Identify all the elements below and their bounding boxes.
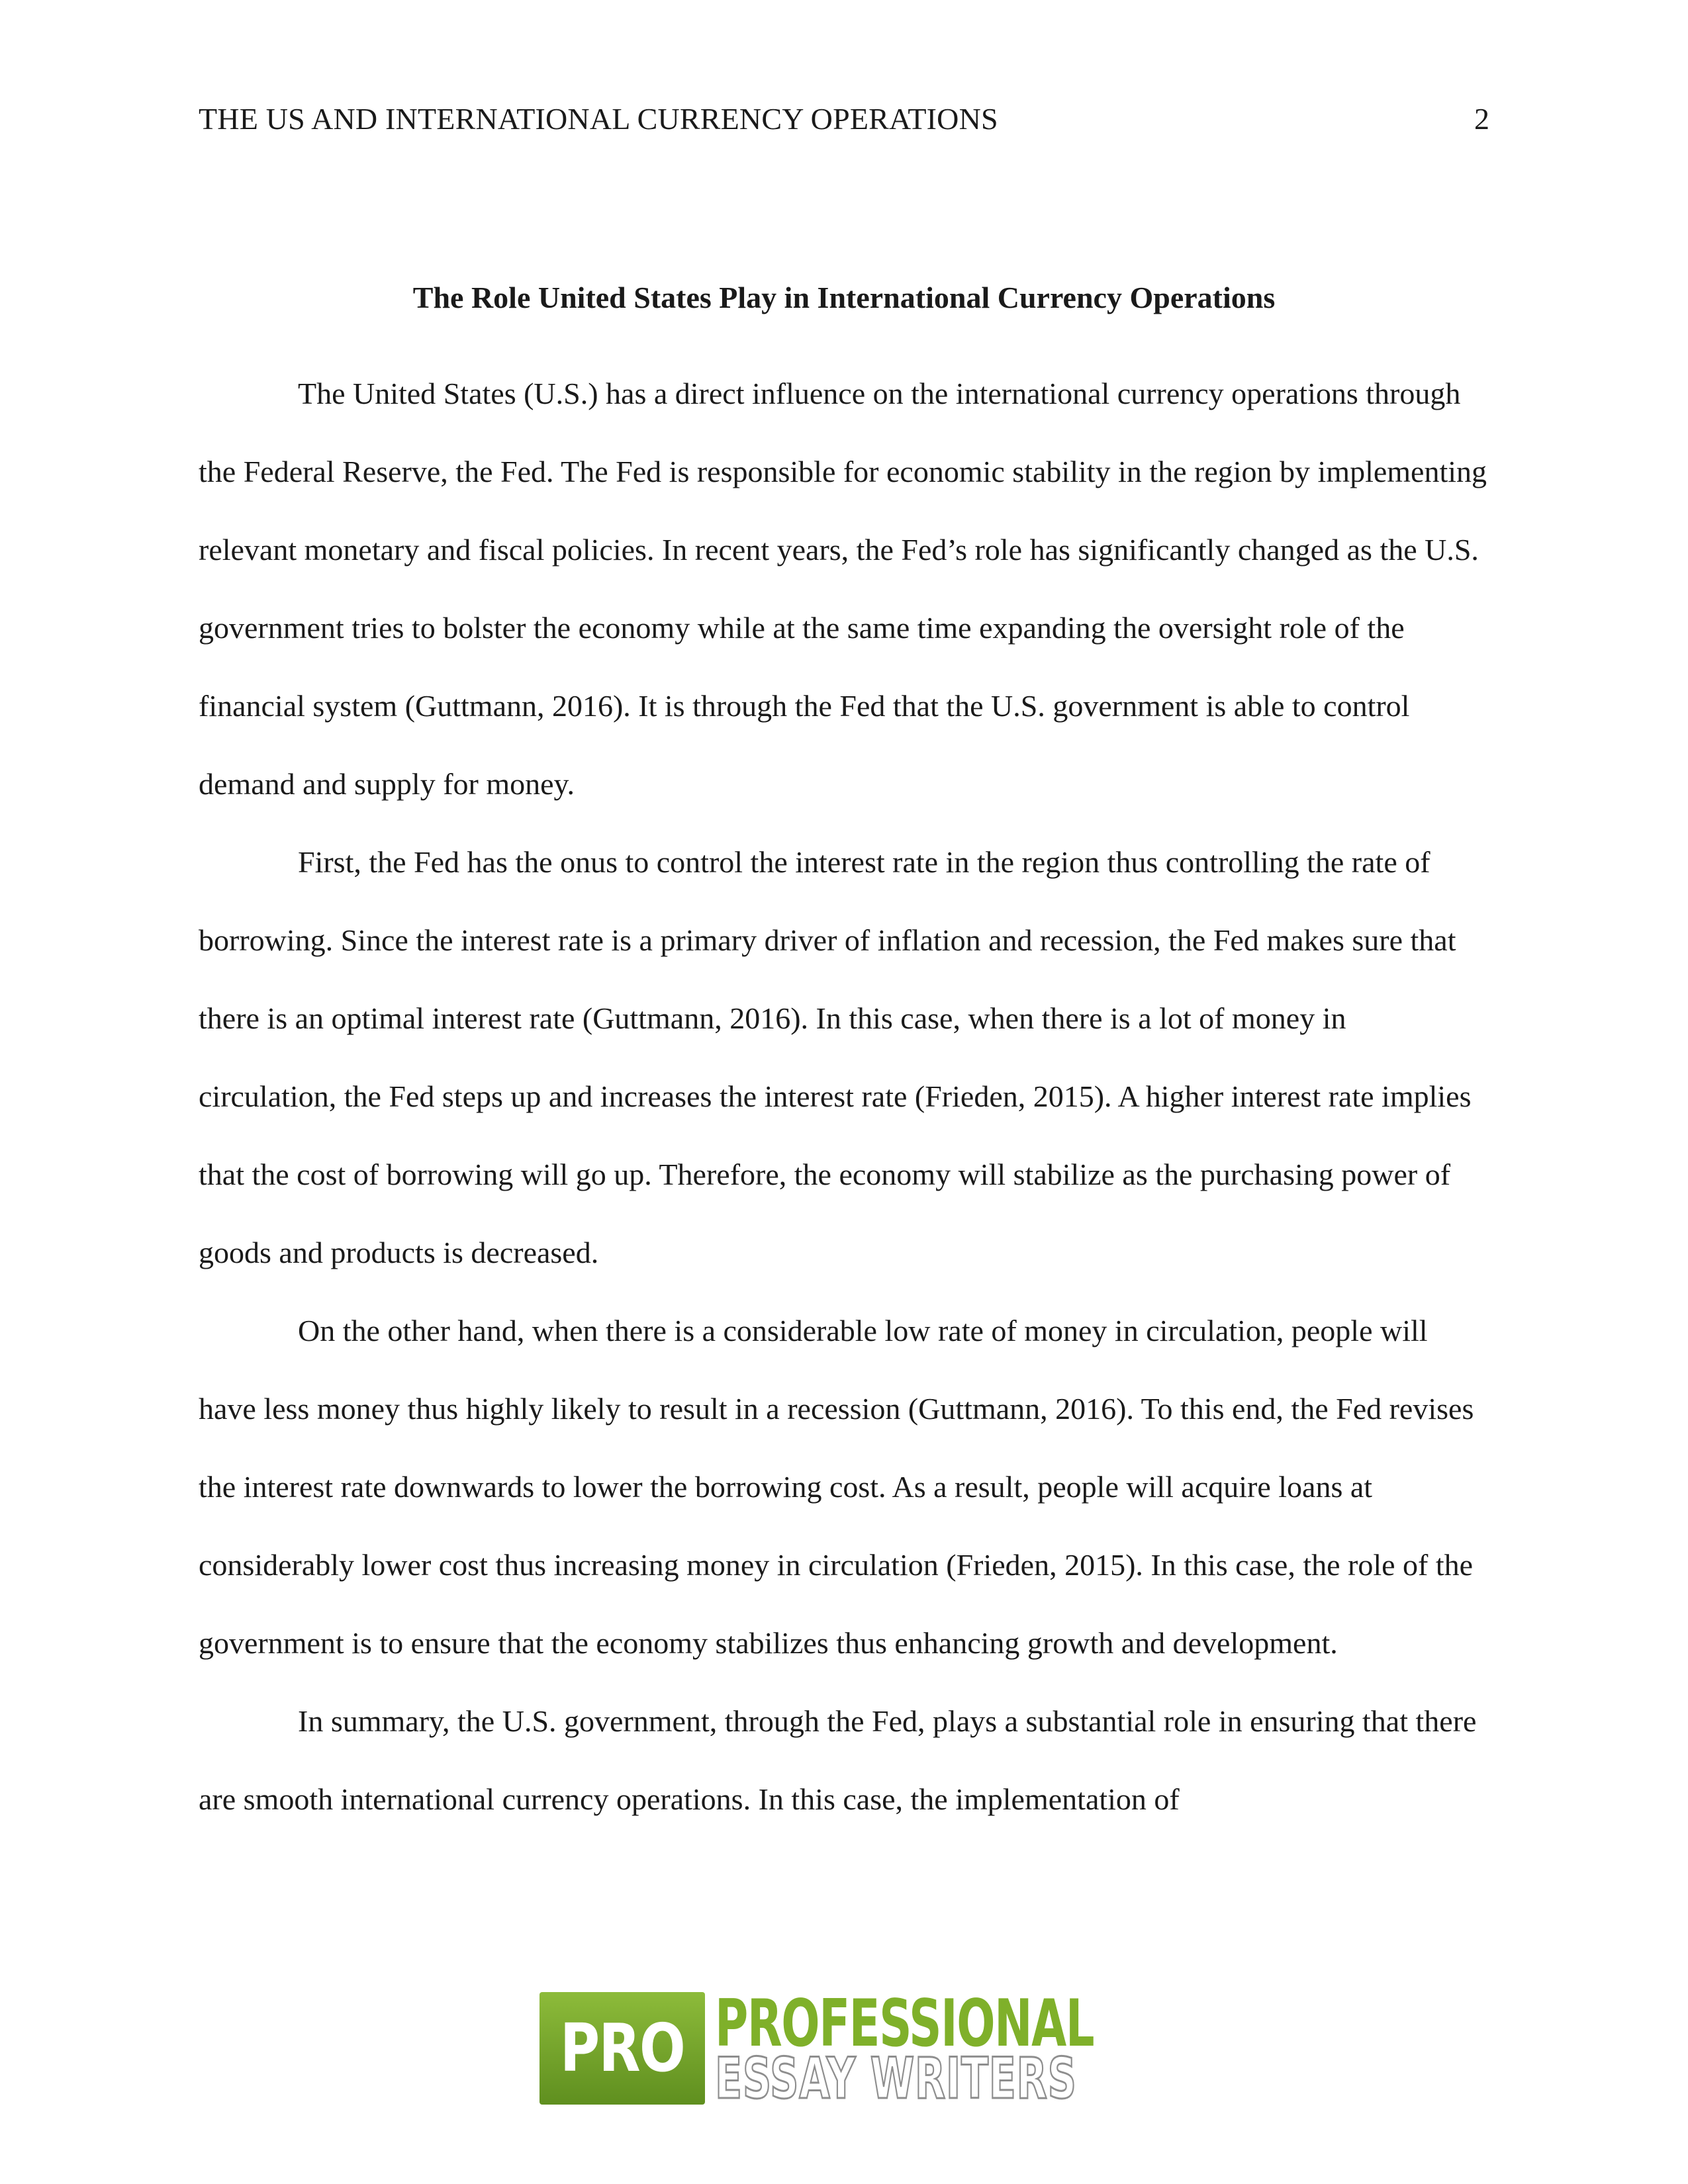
paragraph-1: The United States (U.S.) has a direct influence on the international currency operations through the Federal Reserve, the Fed. The Fed is responsible for economic stability in the region by implementing relevant monetary and fiscal policies. In recent years, the Fed’s role has significantly changed as the U.S. government tries to bolster the economy while at the same time expanding the oversight role of the financial system (Guttmann, 2016). It is through the Fed that the U.S. government is able to control demand and supply for money. [199, 377, 1487, 801]
paragraph-2: First, the Fed has the onus to control the interest rate in the region thus controlling the rate of borrowing. Since the interest rate is a primary driver of inflation and recession, the Fed makes sure that there is an optimal interest rate (Guttmann, 2016). In this case, when there is a lot of money in circulation, the Fed steps up and increases the interest rate (Frieden, 2015). A higher interest rate implies that the cost of borrowing will go up. Therefore, the economy will stabilize as the purchasing power of goods and products is decreased. [199, 845, 1472, 1269]
logo-badge-text: PRO [559, 2009, 685, 2087]
professional-essay-writers-logo [539, 1986, 1274, 2112]
section-title: The Role United States Play in International Currency Operations [412, 281, 1276, 314]
logo-wordmark-line2: ESSAY WRITERS [715, 2046, 1077, 2112]
body-text [199, 355, 1489, 1839]
logo-wordmark-line1: PROFESSIONAL [715, 1986, 1094, 2062]
page-number: 2 [1474, 102, 1489, 136]
running-head: THE US AND INTERNATIONAL CURRENCY OPERATIONS [199, 102, 998, 136]
logo-badge [539, 1992, 705, 2105]
paragraph-4: In summary, the U.S. government, through the Fed, plays a substantial role in ensuring that there are smooth international currency operations. In this case, the implementation of [199, 1704, 1477, 1816]
paragraph-3: On the other hand, when there is a considerable low rate of money in circulation, people will have less money thus highly likely to result in a recession (Guttmann, 2016). To this end, the Fed revises the interest rate downwards to lower the borrowing cost. As a result, people will acquire loans at considerably lower cost thus increasing money in circulation (Frieden, 2015). In this case, the role of the government is to ensure that the economy stabilizes thus enhancing growth and development. [199, 1314, 1474, 1660]
